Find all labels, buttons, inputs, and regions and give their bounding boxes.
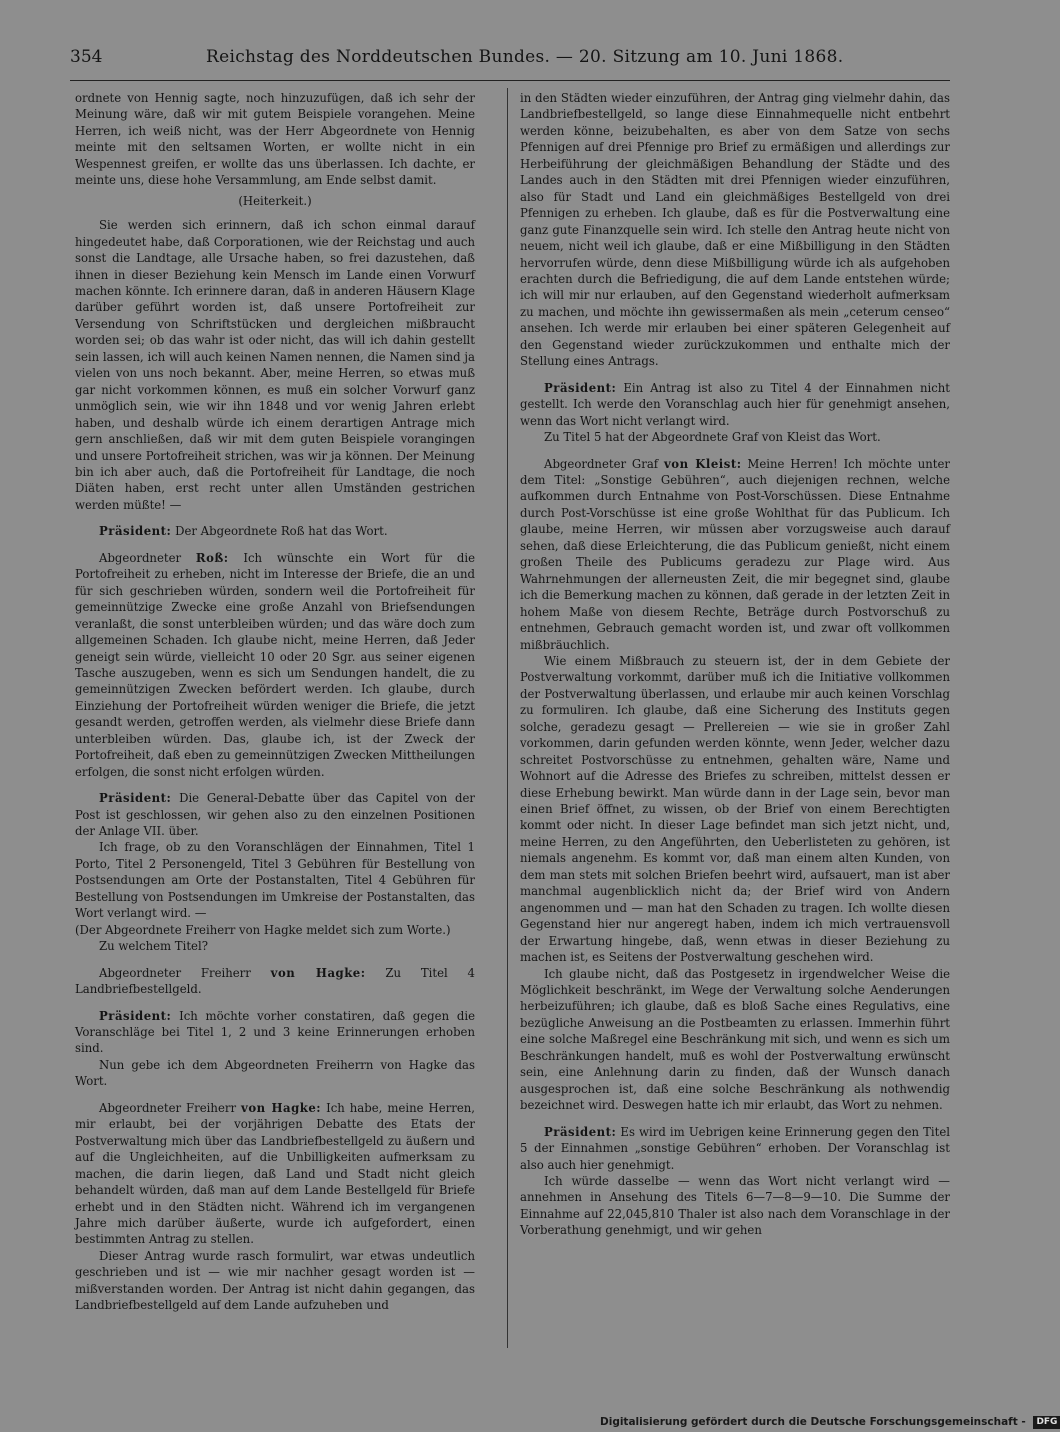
- paragraph: [75, 217, 475, 513]
- paragraph-text: Wie einem Mißbrauch zu steuern ist, der in dem Gebiete der Postverwaltung vorkommt, darüber muß ich die Initiative vollkommen der Postverwaltung überlassen, und erlaube mir auch keinen Vorschlag zu formuliren. Ich glaube, daß eine Sicherung des Instituts gegen solche, geradezu gesagt — Prellereien — wie sie in großer Zahl vorkommen, darin gefunden werden könnte, wenn Jeder, welcher dazu schreitet Postvorschüsse zu entnehmen, gehalten wäre, Name und Wohnort auf die Adresse des Briefes zu schreiben, mittelst dessen er diese Erhebung bewirkt. Man würde dann in der Lage sein, bevor man einen Brief öffnet, zu wissen, ob der Brief von einem Berechtigten kommt oder nicht. In dieser Lage befindet man sich jetzt nicht, und, meine Herren, zu den Angeführten, den Ueberlisteten zu gehören, ist niemals angenehm. Es kommt vor, daß man einem alten Kunden, von dem man stets mit solchen Briefen beehrt wird, aufsauert, man ist aber manchmal augenblicklich nicht da; der Brief wird von Andern angenommen und — man hat den Schaden zu tragen. Ich wollte diesen Gegenstand hier nur angeregt haben, indem ich mich vertrauensvoll der Erwartung hingebe, daß, wenn etwas in dieser Beziehung zu machen ist, es Seitens der Postverwaltung geschehen wird.: [520, 653, 950, 965]
- page-number: 354: [70, 47, 103, 67]
- speaker-name: Präsident:: [99, 1008, 172, 1023]
- dfg-logo: DFG: [1033, 1416, 1060, 1429]
- paragraph-text: Ich wünschte ein Wort für die Portofreiheit zu erheben, nicht im Interesse der Briefe, die an und für sich geschrieben würden, sondern weil die Portofreiheit für gemeinnützige Zwecke eine große Anzahl von Briefsendungen veranlaßt, die sonst unterbleiben würden; und das wäre doch zum allgemeinen Schaden. Ich glaube nicht, meine Herren, daß Jeder geneigt sein würde, vielleicht 10 oder 20 Sgr. aus seiner eigenen Tasche auszugeben, wenn es sich um Sendungen handelt, die zu gemeinnützigen Zwecken befördert werden. Ich glaube, durch Einziehung der Portofreiheit würden weniger die Briefe, die jetzt gesandt werden, getroffen werden, als vielmehr diese Briefe dann unterbleiben würden. Das, glaube ich, ist der Zweck der Portofreiheit, daß eben zu gemeinnützigen Zwecken Mittheilungen erfolgen, die sonst nicht erfolgen würden.: [75, 550, 475, 779]
- paragraph-text: Meine Herren! Ich möchte unter dem Titel: „Sonstige Gebühren“, auch diejenigen rechnen, welche aufkommen durch Entnahme von Post-Vorschüssen. Diese Entnahme durch Post-Vorschüsse ist eine große Wohlthat für das Publicum. Ich glaube, meine Herren, wir müssen aber vorzugsweise auch darauf sehen, daß diese Erleichterung, die das Publicum genießt, nicht einem großen Theile des Publicums geradezu zur Plage wird. Aus Wahrnehmungen der allerneusten Zeit, die mir begegnet sind, glaube ich die Bemerkung machen zu können, daß gerade in der letzten Zeit in hohem Maße von diesem Rechte, Beträge durch Postvorschuß zu entnehmen, Gebrauch gemacht worden ist, und zwar oft vollkommen mißbräuchlich.: [520, 456, 951, 652]
- paragraph: [520, 429, 950, 445]
- speaker-prefix: Abgeordneter: [99, 550, 196, 565]
- paragraph-text: Dieser Antrag wurde rasch formulirt, war etwas undeutlich geschrieben und ist — wie mir nachher gesagt worden ist — mißverstanden worden. Der Antrag ist nicht dahin gegangen, das Landbriefbestellgeld auf dem Lande aufzuheben und: [75, 1248, 475, 1313]
- paragraph-text: Zu Titel 4 Landbriefbestellgeld.: [75, 965, 475, 997]
- paragraph-text: Zu Titel 5 hat der Abgeordnete Graf von Kleist das Wort.: [544, 430, 881, 445]
- paragraph: [75, 193, 475, 209]
- column-divider: [507, 88, 508, 1348]
- paragraph: [520, 380, 950, 429]
- running-title: Reichstag des Norddeutschen Bundes. — 20. Sitzung am 10. Juni 1868.: [206, 47, 844, 67]
- paragraph-text: Sie werden sich erinnern, daß ich schon einmal darauf hingedeutet habe, daß Corporationen, wie der Reichstag und auch sonst die Landtage, alle Ursache haben, so frei dazustehen, daß ihnen in dieser Beziehung kein Mensch im Lande einen Vorwurf machen könnte. Ich erinnere daran, daß in anderen Häusern Klage darüber geführt worden ist, daß unsere Portofreiheit zur Versendung von Schriftstücken und dergleichen mißbraucht worden sei; ob das wahr ist oder nicht, das will ich dahin gestellt sein lassen, ich will auch keinen Namen nennen, die Namen sind ja vielen von uns noch bekannt. Aber, meine Herren, so etwas muß gar nicht vorkommen können, es muß ein solcher Vorwurf ganz unmöglich sein, wie wir ihn 1848 und vor wenig Jahren erlebt haben, und deshalb würde ich einem derartigen Antrage mich gern anschließen, daß wir mit dem guten Beispiele vorangingen und unsere Portofreiheit strichen, was wir ja können. Der Meinung bin ich aber auch, daß die Portofreiheit für Landtage, die noch Diäten haben, erst recht unter allen Umständen gestrichen werden müßte! —: [75, 218, 475, 512]
- speaker-name: von Hagke:: [270, 965, 366, 980]
- paragraph: [75, 839, 475, 921]
- paragraph: [520, 1173, 950, 1239]
- paragraph-text: Ich frage, ob zu den Voranschlägen der Einnahmen, Titel 1 Porto, Titel 2 Personengeld, Titel 3 Gebühren für Bestellung von Postsendungen am Orte der Postanstalten, Titel 4 Gebühren für Bestellung von Postsendungen im Umkreise der Postanstalten, das Wort verlangt wird. —: [75, 840, 475, 921]
- paragraph: [75, 90, 475, 189]
- speaker-name: von Hagke:: [241, 1100, 322, 1115]
- header-rule: [70, 80, 950, 81]
- paragraph: [75, 1008, 475, 1057]
- paragraph-text: Ich habe, meine Herren, mir erlaubt, bei der vorjährigen Debatte des Etats der Postverwaltung mich über das Landbriefbestellgeld zu äußern und auf die Ungleichheiten, auf die Unbilligkeiten aufmerksam zu machen, die darin liegen, daß Land und Stadt nicht gleich behandelt würden, daß man auf dem Lande Bestellgeld für Briefe erhebt und in den Städten nicht. Während ich im vergangenen Jahre mich darüber äußerte, wurde ich aufgefordert, einen bestimmten Antrag zu stellen.: [75, 1100, 475, 1247]
- paragraph: [75, 965, 475, 998]
- paragraph: [520, 90, 950, 370]
- speaker-name: Roß:: [195, 550, 229, 565]
- paragraph: [75, 922, 475, 938]
- speaker-name: Präsident:: [99, 524, 172, 539]
- paragraph: [75, 1100, 475, 1248]
- paragraph-text: (Der Abgeordnete Freiherr von Hagke meldet sich zum Worte.): [75, 922, 451, 937]
- paragraph-text: Die General-Debatte über das Capitel von der Post ist geschlossen, wir gehen also zu den einzelnen Positionen der Anlage VII. über.: [75, 791, 475, 839]
- paragraph: [520, 456, 950, 653]
- footer-credit: Digitalisierung gefördert durch die Deutsche Forschungsgemeinschaft -: [600, 1416, 1026, 1428]
- paragraph: [520, 966, 950, 1114]
- page-header: [66, 44, 946, 70]
- footer: [600, 1414, 1058, 1430]
- paragraph-text: Ich möchte vorher constatiren, daß gegen die Voranschläge bei Titel 1, 2 und 3 keine Erinnerungen erhoben sind.: [75, 1008, 475, 1056]
- paragraph-text: Ich würde dasselbe — wenn das Wort nicht verlangt wird — annehmen in Ansehung des Titels 6—7—8—9—10. Die Summe der Einnahme auf 22,045,810 Thaler ist also nach dem Voranschlage in der Vorberathung genehmigt, und wir gehen: [520, 1174, 950, 1238]
- paragraph-text: Der Abgeordnete Roß hat das Wort.: [171, 524, 388, 539]
- speaker-name: Präsident:: [544, 1124, 617, 1139]
- speaker-name: von Kleist:: [663, 456, 742, 471]
- left-column: [75, 90, 475, 1352]
- paragraph: [520, 653, 950, 966]
- paragraph-text: Es wird im Uebrigen keine Erinnerung gegen den Titel 5 der Einnahmen „sonstige Gebühren“ erhoben. Der Voranschlag ist also auch hier genehmigt.: [520, 1124, 950, 1172]
- paragraph: [520, 1124, 950, 1173]
- speaker-prefix: Abgeordneter Freiherr: [99, 1100, 242, 1115]
- right-column: [520, 90, 950, 1352]
- paragraph: [75, 523, 475, 539]
- paragraph: [75, 1057, 475, 1090]
- speaker-prefix: Abgeordneter Freiherr: [99, 965, 271, 980]
- paragraph: [75, 1248, 475, 1314]
- paragraph: [75, 790, 475, 839]
- paragraph-text: Zu welchem Titel?: [99, 939, 208, 954]
- paragraph-text: Nun gebe ich dem Abgeordneten Freiherrn von Hagke das Wort.: [75, 1057, 475, 1089]
- speaker-prefix: Abgeordneter Graf: [544, 456, 664, 471]
- paragraph-text: (Heiterkeit.): [238, 193, 312, 208]
- paragraph: [75, 550, 475, 780]
- paragraph-text: Ich glaube nicht, daß das Postgesetz in irgendwelcher Weise die Möglichkeit beschränkt, im Wege der Verwaltung solche Aenderungen herbeizuführen; ich glaube, daß es bloß Sache eines Regulativs, eine bezügliche Anweisung an die Postbeamten zu erlassen. Immerhin führt eine solche Maßregel eine Beschränkung mit sich, und wenn es sich um Beschränkungen handelt, muß es wohl der Postverwaltung erwünscht sein, eine Anlehnung darin zu finden, daß der Wunsch danach ausgesprochen ist, daß eine solche Beschränkung als nothwendig bezeichnet wird. Deswegen hatte ich mir erlaubt, das Wort zu nehmen.: [520, 966, 950, 1113]
- paragraph-text: in den Städten wieder einzuführen, der Antrag ging vielmehr dahin, das Landbriefbestellgeld, so lange diese Einnahmequelle nicht entbehrt werden könne, beizubehalten, es aber von dem Satze von sechs Pfennigen auf drei Pfennige pro Brief zu ermäßigen und allerdings zur Herbeiführung der gleichmäßigen Behandlung der Städte und des Landes auch in den Städten mit drei Pfennigen wieder einzuführen, also für Stadt und Land ein gleichmäßiges Bestellgeld von drei Pfennigen zu erheben. Ich glaube, daß es für die Postverwaltung eine ganz gute Finanzquelle sein wird. Ich stelle den Antrag heute nicht von neuem, nicht weil ich glaube, daß er eine Mißbilligung in den Städten hervorrufen würde, denn diese Mißbilligung würde ich als aufgehoben erachten durch die Befriedigung, die auf dem Lande entstehen würde; ich will mir nur erlauben, auf den Gegenstand wiederholt aufmerksam zu machen, und möchte ihn gewissermaßen als mein „ceterum censeo“ ansehen. Ich werde mir erlauben bei einer späteren Gelegenheit auf den Gegenstand wieder zurückzukommen und enthalte mich der Stellung eines Antrags.: [520, 91, 950, 369]
- paragraph-text: Ein Antrag ist also zu Titel 4 der Einnahmen nicht gestellt. Ich werde den Voranschlag auch hier für genehmigt ansehen, wenn das Wort nicht verlangt wird.: [520, 380, 950, 428]
- speaker-name: Präsident:: [99, 791, 172, 806]
- speaker-name: Präsident:: [544, 380, 617, 395]
- paragraph: [75, 938, 475, 954]
- paragraph-text: ordnete von Hennig sagte, noch hinzuzufügen, daß ich sehr der Meinung wäre, daß wir mit gutem Beispiele vorangehen. Meine Herren, ich weiß nicht, was der Herr Abgeordnete von Hennig meinte mit den seltsamen Worten, er wollte nicht in ein Wespennest greifen, er wollte das uns überlassen. Ich dachte, er meinte uns, diese hohe Versammlung, am Ende selbst damit.: [75, 91, 475, 188]
